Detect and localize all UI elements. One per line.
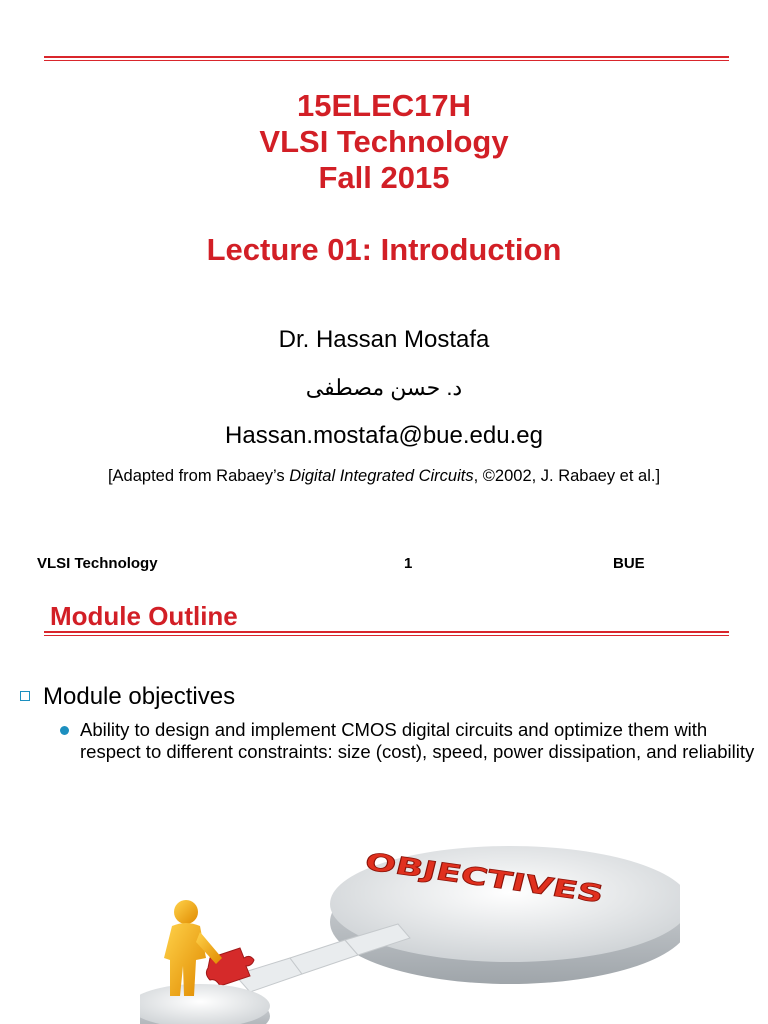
course-code: 15ELEC17H (296, 88, 472, 123)
course-header (0, 88, 768, 196)
footer-page-number: 1 (404, 555, 413, 572)
top-rule (44, 56, 729, 58)
objectives-word: OBJECTIVES (362, 847, 527, 897)
figure (164, 900, 222, 996)
title-rule (44, 631, 729, 633)
footer-left: VLSI Technology (37, 555, 158, 572)
title-rule-secondary (44, 635, 729, 636)
bullet-module-objectives: Module objectives (43, 683, 236, 710)
credit-suffix: , ©2002, J. Rabaey et al.] (473, 467, 661, 485)
footer-right: BUE (613, 555, 645, 572)
course-name: VLSI Technology (259, 124, 509, 159)
credit-prefix: [Adapted from Rabaey’s (107, 467, 290, 485)
course-term: Fall 2015 (318, 160, 450, 195)
sub-bullet-objective: Ability to design and implement CMOS digital circuits and optimize them with respect to different constraints: size (cost), speed, power dissipation, and reliability (80, 719, 755, 762)
round-bullet-icon (60, 726, 69, 735)
lecture-title: Lecture 01: Introduction (206, 232, 562, 267)
slide-title: Module Outline (50, 601, 238, 631)
objectives-illustration (140, 840, 680, 1024)
author-email: Hassan.mostafa@bue.edu.eg (225, 422, 543, 449)
adaptation-credit (0, 465, 768, 487)
author-name-arabic: د. حسن مصطفى (305, 375, 463, 400)
square-bullet-icon (20, 691, 30, 701)
top-rule-secondary (44, 60, 729, 61)
author-name: Dr. Hassan Mostafa (278, 326, 490, 353)
credit-book-title: Digital Integrated Circuits (289, 467, 474, 485)
